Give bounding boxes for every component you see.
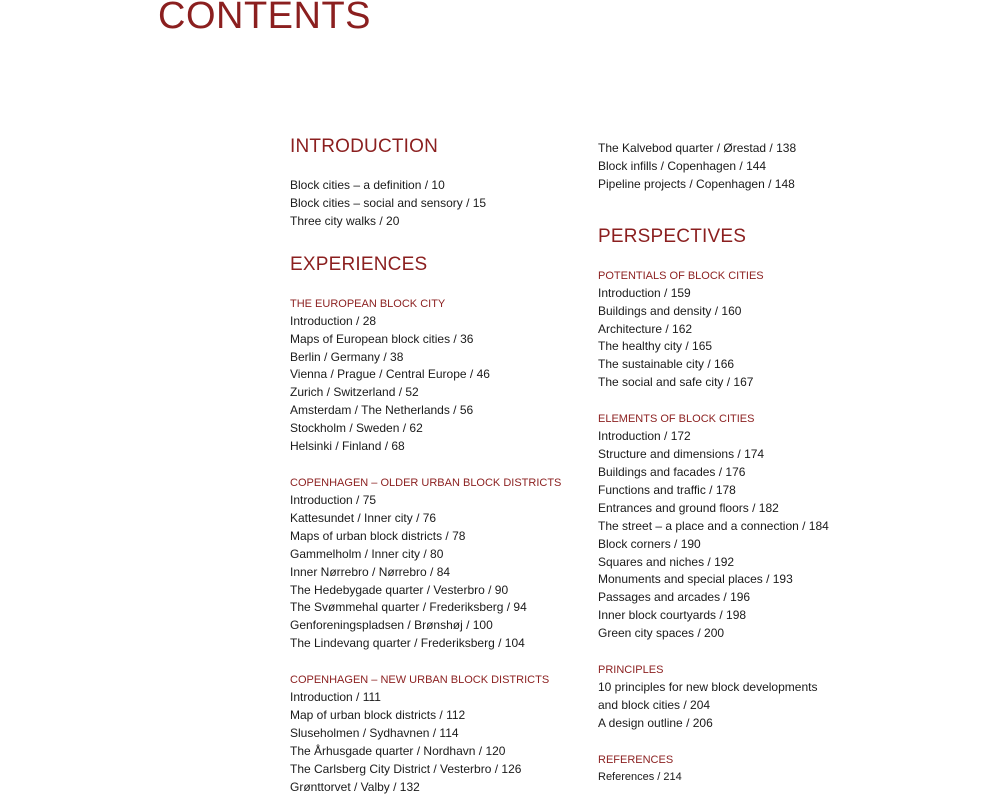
toc-entry[interactable]: Introduction / 111 bbox=[290, 690, 381, 705]
potentials-entries bbox=[598, 285, 888, 392]
toc-entry[interactable]: 10 principles for new block developments bbox=[598, 680, 818, 695]
toc-entry[interactable]: Inner block courtyards / 198 bbox=[598, 608, 747, 623]
toc-right-column bbox=[598, 140, 888, 787]
toc-entry[interactable]: Inner Nørrebro / Nørrebro / 84 bbox=[290, 564, 451, 579]
introduction-entries bbox=[290, 177, 590, 231]
copenhagen-new-entries bbox=[290, 689, 590, 796]
toc-entry[interactable]: Introduction / 28 bbox=[290, 313, 377, 328]
toc-entry[interactable]: Three city walks / 20 bbox=[290, 213, 400, 228]
toc-entry[interactable]: Buildings and density / 160 bbox=[598, 303, 742, 318]
page-title: CONTENTS bbox=[158, 0, 371, 37]
subheading-elements: ELEMENTS OF BLOCK CITIES bbox=[598, 413, 755, 426]
toc-entry[interactable]: Stockholm / Sweden / 62 bbox=[290, 421, 423, 436]
toc-entry[interactable]: The social and safe city / 167 bbox=[598, 375, 754, 390]
toc-entry[interactable]: and block cities / 204 bbox=[598, 697, 711, 712]
subheading-copenhagen-older: COPENHAGEN – OLDER URBAN BLOCK DISTRICTS bbox=[290, 476, 562, 489]
subheading-copenhagen-new: COPENHAGEN – NEW URBAN BLOCK DISTRICTS bbox=[290, 674, 550, 687]
toc-entry[interactable]: Passages and arcades / 196 bbox=[598, 590, 751, 605]
toc-entry[interactable]: Block cities – a definition / 10 bbox=[290, 178, 445, 192]
section-heading-introduction: INTRODUCTION bbox=[290, 136, 439, 157]
toc-entry[interactable]: References / 214 bbox=[598, 770, 682, 783]
toc-entry[interactable]: Gammelholm / Inner city / 80 bbox=[290, 546, 444, 561]
toc-entry[interactable]: Amsterdam / The Netherlands / 56 bbox=[290, 403, 474, 418]
section-heading-experiences: EXPERIENCES bbox=[290, 253, 428, 275]
continued-entries bbox=[598, 140, 888, 194]
toc-entry[interactable]: The Svømmehal quarter / Frederiksberg / 94 bbox=[290, 600, 527, 615]
toc-entry[interactable]: Pipeline projects / Copenhagen / 148 bbox=[598, 176, 795, 191]
toc-entry[interactable]: Vienna / Prague / Central Europe / 46 bbox=[290, 367, 490, 382]
toc-entry[interactable]: Grønttorvet / Valby / 132 bbox=[290, 779, 420, 794]
toc-entry[interactable]: Maps of European block cities / 36 bbox=[290, 331, 474, 346]
references-entries bbox=[598, 769, 888, 787]
toc-entry[interactable]: The Kalvebod quarter / Ørestad / 138 bbox=[598, 141, 797, 155]
toc-entry[interactable]: Green city spaces / 200 bbox=[598, 626, 725, 641]
toc-entry[interactable]: The Århusgade quarter / Nordhavn / 120 bbox=[290, 743, 506, 758]
subheading-potentials: POTENTIALS OF BLOCK CITIES bbox=[598, 269, 764, 282]
toc-entry[interactable]: Introduction / 159 bbox=[598, 285, 691, 300]
toc-entry[interactable]: Squares and niches / 192 bbox=[598, 554, 735, 569]
toc-entry[interactable]: The Hedebygade quarter / Vesterbro / 90 bbox=[290, 582, 509, 597]
toc-entry[interactable]: Buildings and facades / 176 bbox=[598, 464, 746, 479]
toc-entry[interactable]: Architecture / 162 bbox=[598, 321, 693, 336]
subheading-european-block-city: THE EUROPEAN BLOCK CITY bbox=[290, 297, 446, 310]
toc-entry[interactable]: Block cities – social and sensory / 15 bbox=[290, 195, 487, 210]
toc-entry[interactable]: Block corners / 190 bbox=[598, 536, 701, 551]
toc-entry[interactable]: Zurich / Switzerland / 52 bbox=[290, 385, 419, 400]
toc-entry[interactable]: The street – a place and a connection / 184 bbox=[598, 518, 829, 533]
toc-entry[interactable]: Map of urban block districts / 112 bbox=[290, 708, 466, 723]
toc-entry[interactable]: Introduction / 172 bbox=[598, 429, 691, 444]
toc-entry[interactable]: Structure and dimensions / 174 bbox=[598, 447, 765, 462]
toc-entry[interactable]: Entrances and ground floors / 182 bbox=[598, 500, 779, 515]
toc-entry[interactable]: Genforeningspladsen / Brønshøj / 100 bbox=[290, 618, 493, 633]
toc-entry[interactable]: The Carlsberg City District / Vesterbro / 126 bbox=[290, 761, 522, 776]
toc-entry[interactable]: Introduction / 75 bbox=[290, 492, 377, 507]
elements-entries bbox=[598, 428, 888, 643]
toc-entry[interactable]: The healthy city / 165 bbox=[598, 339, 713, 354]
toc-entry[interactable]: Berlin / Germany / 38 bbox=[290, 349, 404, 364]
toc-entry[interactable]: Maps of urban block districts / 78 bbox=[290, 528, 466, 543]
toc-entry[interactable]: Kattesundet / Inner city / 76 bbox=[290, 510, 437, 525]
subheading-principles: PRINCIPLES bbox=[598, 664, 664, 677]
toc-entry[interactable]: Functions and traffic / 178 bbox=[598, 482, 736, 497]
section-heading-perspectives: PERSPECTIVES bbox=[598, 225, 747, 247]
toc-entry[interactable]: The Lindevang quarter / Frederiksberg / 104 bbox=[290, 636, 525, 651]
european-block-city-entries bbox=[290, 313, 590, 456]
toc-entry[interactable]: Helsinki / Finland / 68 bbox=[290, 439, 405, 454]
principles-entries bbox=[598, 679, 888, 733]
toc-entry[interactable]: Block infills / Copenhagen / 144 bbox=[598, 158, 767, 173]
toc-entry[interactable]: Sluseholmen / Sydhavnen / 114 bbox=[290, 725, 459, 740]
copenhagen-older-entries bbox=[290, 492, 590, 653]
subheading-references: REFERENCES bbox=[598, 753, 674, 766]
toc-entry[interactable]: A design outline / 206 bbox=[598, 715, 713, 730]
toc-left-column bbox=[290, 136, 590, 797]
toc-entry[interactable]: The sustainable city / 166 bbox=[598, 357, 735, 372]
toc-entry[interactable]: Monuments and special places / 193 bbox=[598, 572, 793, 587]
